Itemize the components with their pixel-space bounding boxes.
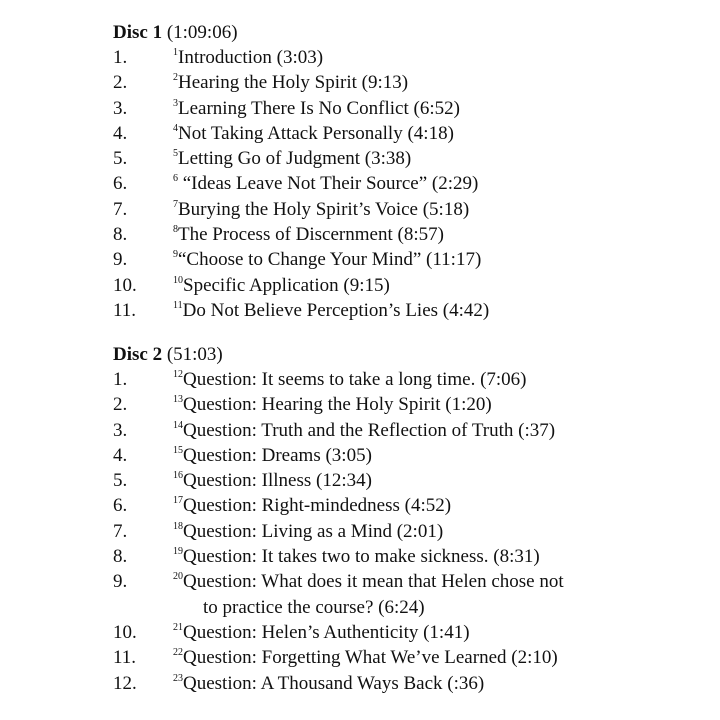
track-superscript: 17 xyxy=(173,495,183,507)
track-row xyxy=(113,367,703,392)
track-number: 1. xyxy=(113,47,128,68)
track-entry xyxy=(173,569,703,620)
track-number: 10. xyxy=(113,621,137,643)
track-title: Not Taking Attack Personally (4:18) xyxy=(178,122,454,144)
track-title: Question: It seems to take a long time. (7:06) xyxy=(183,369,527,390)
disc-label: Disc 1 xyxy=(113,22,163,43)
track-superscript: 20 xyxy=(173,571,183,583)
track-entry xyxy=(173,298,703,323)
track-entry xyxy=(173,493,703,518)
track-row xyxy=(113,519,703,544)
track-title: Question: Truth and the Reflection of Truth (:37) xyxy=(183,419,556,441)
track-title: Letting Go of Judgment (3:38) xyxy=(178,148,412,170)
track-row xyxy=(113,392,703,417)
track-row xyxy=(113,544,703,569)
track-number: 7. xyxy=(113,520,128,542)
track-entry xyxy=(173,645,703,670)
track-row xyxy=(113,222,703,247)
track-superscript: 22 xyxy=(173,647,183,659)
track-row xyxy=(113,298,703,323)
disc-heading xyxy=(113,20,703,45)
disc-2-section xyxy=(113,342,703,696)
track-entry xyxy=(173,121,703,146)
track-title: Question: Forgetting What We’ve Learned (2:10) xyxy=(183,647,558,669)
track-title: Question: Hearing the Holy Spirit (1:20) xyxy=(183,394,492,416)
track-entry xyxy=(173,544,703,569)
track-row xyxy=(113,70,703,95)
track-row xyxy=(113,273,703,298)
track-row xyxy=(113,418,703,443)
track-entry xyxy=(173,367,703,392)
track-superscript: 14 xyxy=(173,419,183,431)
track-superscript: 19 xyxy=(173,546,183,558)
track-title: Question: It takes two to make sickness. (8:31) xyxy=(183,546,540,568)
track-row xyxy=(113,45,703,70)
track-superscript: 6 xyxy=(173,173,178,185)
track-number: 11. xyxy=(113,299,137,321)
track-title: Question: A Thousand Ways Back (:36) xyxy=(183,672,485,694)
track-row xyxy=(113,247,703,272)
track-list xyxy=(113,45,703,323)
track-title: Learning There Is No Conflict (6:52) xyxy=(178,97,460,119)
track-entry xyxy=(173,70,703,95)
track-title: Question: Illness (12:34) xyxy=(183,470,372,492)
track-number: 9. xyxy=(113,249,128,271)
track-entry xyxy=(173,146,703,171)
track-row xyxy=(113,171,703,196)
track-number: 1. xyxy=(113,369,128,390)
track-title: “Ideas Leave Not Their Source” (2:29) xyxy=(178,173,479,195)
track-list xyxy=(113,367,703,696)
track-superscript: 1 xyxy=(173,47,178,58)
track-number: 8. xyxy=(113,546,128,568)
track-superscript: 7 xyxy=(173,198,178,210)
track-superscript: 2 xyxy=(173,72,178,84)
track-title: Burying the Holy Spirit’s Voice (5:18) xyxy=(178,198,470,220)
track-row xyxy=(113,146,703,171)
track-title-continuation: to practice the course? (6:24) xyxy=(203,596,425,618)
track-superscript: 12 xyxy=(173,369,183,380)
track-number: 2. xyxy=(113,394,128,416)
track-entry xyxy=(173,197,703,222)
track-number: 5. xyxy=(113,470,128,492)
track-number: 7. xyxy=(113,198,128,220)
track-title: Introduction (3:03) xyxy=(178,47,324,68)
track-row xyxy=(113,443,703,468)
track-number: 6. xyxy=(113,495,128,517)
track-superscript: 10 xyxy=(173,274,183,286)
track-superscript: 8 xyxy=(173,224,178,236)
track-superscript: 21 xyxy=(173,621,183,633)
track-entry xyxy=(173,392,703,417)
track-title: Do Not Believe Perception’s Lies (4:42) xyxy=(182,299,490,321)
track-row xyxy=(113,569,703,620)
track-entry xyxy=(173,171,703,196)
track-number: 10. xyxy=(113,274,137,296)
track-title: Question: Dreams (3:05) xyxy=(183,444,372,466)
disc-1-section xyxy=(113,20,703,323)
track-superscript: 9 xyxy=(173,249,178,261)
track-title: Question: Right-mindedness (4:52) xyxy=(183,495,452,517)
track-row xyxy=(113,468,703,493)
disc-label: Disc 2 xyxy=(113,344,163,365)
track-entry xyxy=(173,671,703,696)
track-row xyxy=(113,197,703,222)
track-number: 4. xyxy=(113,444,128,466)
track-title: Question: What does it mean that Helen chose not xyxy=(183,571,564,593)
track-superscript: 3 xyxy=(173,97,178,109)
track-number: 9. xyxy=(113,571,128,593)
track-row xyxy=(113,121,703,146)
track-superscript: 13 xyxy=(173,394,183,406)
track-title: Question: Living as a Mind (2:01) xyxy=(183,520,444,542)
track-entry xyxy=(173,620,703,645)
track-entry xyxy=(173,273,703,298)
track-title: “Choose to Change Your Mind” (11:17) xyxy=(178,249,482,271)
track-row xyxy=(113,671,703,696)
track-row xyxy=(113,645,703,670)
track-row xyxy=(113,620,703,645)
track-superscript: 4 xyxy=(173,122,178,134)
track-row xyxy=(113,493,703,518)
track-title: Specific Application (9:15) xyxy=(183,274,390,296)
track-superscript: 16 xyxy=(173,470,183,482)
track-number: 3. xyxy=(113,97,128,119)
track-superscript: 18 xyxy=(173,520,183,532)
track-title: Hearing the Holy Spirit (9:13) xyxy=(178,72,409,94)
track-row xyxy=(113,96,703,121)
track-entry xyxy=(173,45,703,70)
track-entry xyxy=(173,418,703,443)
track-superscript: 5 xyxy=(173,148,178,160)
track-superscript: 15 xyxy=(173,444,183,456)
track-entry xyxy=(173,468,703,493)
track-number: 6. xyxy=(113,173,128,195)
track-number: 5. xyxy=(113,148,128,170)
track-number: 11. xyxy=(113,647,137,669)
track-entry xyxy=(173,443,703,468)
track-superscript: 23 xyxy=(173,672,183,684)
disc-duration: (1:09:06) xyxy=(166,22,238,43)
track-entry xyxy=(173,519,703,544)
track-title: Question: Helen’s Authenticity (1:41) xyxy=(183,621,470,643)
track-number: 2. xyxy=(113,72,128,94)
track-entry xyxy=(173,222,703,247)
track-title: The Process of Discernment (8:57) xyxy=(178,224,444,246)
track-number: 12. xyxy=(113,672,137,694)
disc-heading xyxy=(113,342,703,367)
track-number: 4. xyxy=(113,122,128,144)
track-entry xyxy=(173,96,703,121)
disc-duration: (51:03) xyxy=(166,344,223,365)
track-number: 3. xyxy=(113,419,128,441)
track-entry xyxy=(173,247,703,272)
track-superscript: 11 xyxy=(173,299,183,311)
track-number: 8. xyxy=(113,224,128,246)
